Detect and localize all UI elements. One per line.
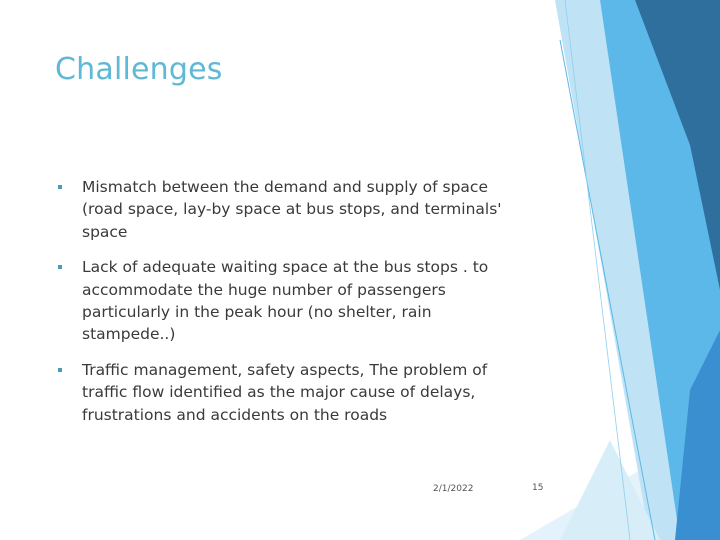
bullet-item [58,359,528,426]
bullet-square-icon [58,265,62,269]
bullet-item [58,256,528,346]
bullet-list [58,176,528,426]
footer-date: 2/1/2022 [433,484,474,494]
bullet-text: Traffic management, safety aspects, The problem of traffic flow identified as the major cause of delays, frustrations and accidents on the roads [82,360,488,424]
bullet-text: Mismatch between the demand and supply of space (road space, lay-by space at bus stops, and terminals' space [82,178,502,241]
slide-number: 15 [532,483,544,493]
slide-title: Challenges [55,52,223,87]
bullet-item [58,176,528,243]
bullet-square-icon [58,368,62,372]
bullet-square-icon [58,185,62,189]
bullet-text: Lack of adequate waiting space at the bus stops . to accommodate the huge number of passengers particularly in the peak hour (no shelter, rain stampede..) [82,258,489,344]
